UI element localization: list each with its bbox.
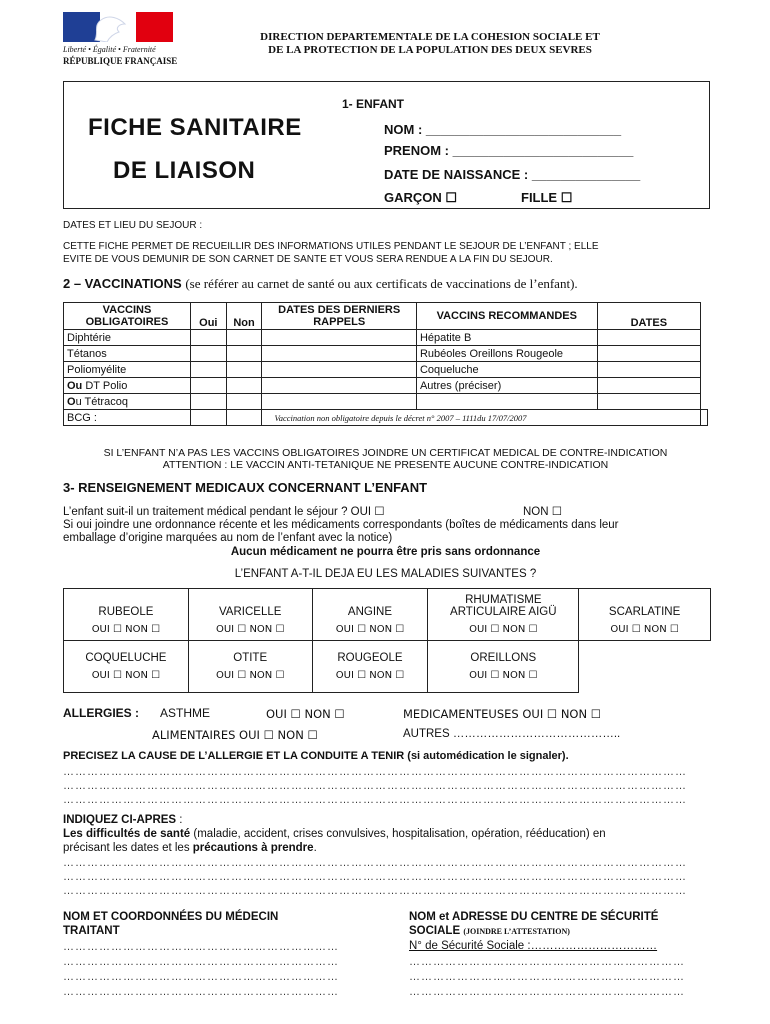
medecin-title-1: NOM ET COORDONNÉES DU MÉDECIN (63, 911, 279, 923)
rappel-cell[interactable] (262, 394, 417, 410)
vaccin-prefix: O (67, 395, 76, 408)
ordonnance-warning: Aucun médicament ne pourra être pris sans ordonnance (230, 546, 541, 558)
vaccinations-table (63, 302, 708, 426)
vaccin-name: u Tétracoq (75, 395, 128, 408)
maladies-row-2 (64, 641, 711, 693)
secu-attestation-note: (JOINDRE L’ATTESTATION) (463, 927, 570, 936)
vaccin-notice-2: ATTENTION : LE VACCIN ANTI-TETANIQUE NE PRESENTE AUCUNE CONTRE-INDICATION (162, 459, 609, 471)
maladie-name: OREILLONS (470, 652, 537, 664)
header-dates: DATES (597, 303, 700, 330)
oui-cell[interactable] (190, 394, 226, 410)
maladies-question: L’ENFANT A-T-IL DEJA EU LES MALADIES SUIVANTES ? (234, 568, 537, 580)
vaccin-notice-1: SI L’ENFANT N’A PAS LES VACCINS OBLIGATOIRES JOINDRE UN CERTIFICAT MEDICAL DE CONTRE-INDICATION (103, 447, 668, 459)
date-cell[interactable] (597, 378, 700, 394)
difficultes-label: Les difficultés de santé (63, 828, 191, 840)
rappel-cell[interactable] (262, 346, 417, 362)
oui-cell[interactable] (190, 410, 226, 426)
oui-cell[interactable] (190, 378, 226, 394)
rappel-cell[interactable] (262, 330, 417, 346)
date-cell[interactable] (597, 394, 700, 410)
medecin-line-1[interactable]: …………………………………………………………… (63, 941, 339, 953)
non-cell[interactable] (226, 394, 262, 410)
maladie-angine (312, 589, 428, 641)
sante-line-3[interactable]: ………………………………………………………………………………………………………………………………………… (63, 885, 687, 897)
maladie-name: COQUELUCHE (85, 652, 167, 664)
vaccin-obligatoire: Tétanos (64, 346, 191, 362)
oui-non-choice[interactable]: OUI ☐ NON ☐ (610, 624, 679, 635)
oui-non-choice[interactable]: OUI ☐ NON ☐ (335, 624, 405, 635)
date-naissance-field[interactable]: DATE DE NAISSANCE : _______________ (384, 167, 641, 182)
vaccin-obligatoire (64, 378, 191, 394)
vaccin-recommande: Hépatite B (416, 330, 597, 346)
asthme-label: ASTHME (160, 706, 211, 720)
allergie-line-2[interactable]: ………………………………………………………………………………………………………………………………………… (63, 780, 687, 792)
header-dates-rappels: DATES DES DERNIERS RAPPELS (262, 303, 417, 330)
vaccin-prefix: Ou (67, 379, 83, 392)
intro-line-1: CETTE FICHE PERMET DE RECUEILLIR DES INFORMATIONS UTILES PENDANT LE SEJOUR DE L’ENFANT ; ELLE (63, 241, 599, 252)
maladie-name: ANGINE (347, 606, 393, 618)
medecin-line-4[interactable]: …………………………………………………………… (63, 986, 339, 998)
indiquez-line-2 (63, 842, 317, 854)
vaccin-obligatoire: Poliomyélite (64, 362, 191, 378)
secu-number-field[interactable]: N° de Sécurité Sociale :…………………………… (409, 940, 658, 952)
table-row (64, 362, 708, 378)
date-cell[interactable] (597, 362, 700, 378)
secu-title-1: NOM et ADRESSE DU CENTRE DE SÉCURITÉ (409, 911, 659, 923)
non-cell[interactable] (226, 378, 262, 394)
indiquez-heading (63, 814, 182, 826)
vaccin-obligatoire: BCG : (64, 410, 191, 426)
vaccin-obligatoire (64, 394, 191, 410)
vaccin-recommande (416, 394, 597, 410)
nom-field[interactable]: NOM : ___________________________ (384, 122, 622, 137)
non-cell[interactable] (226, 362, 262, 378)
maladie-name: ROUGEOLE (337, 652, 403, 664)
medical-title: 3- RENSEIGNEMENT MEDICAUX CONCERNANT L’ENFANT (63, 480, 428, 495)
oui-non-choice[interactable]: OUI ☐ NON ☐ (469, 624, 538, 635)
oui-non-choice[interactable]: OUI ☐ NON ☐ (91, 624, 161, 635)
period: . (313, 842, 317, 854)
ordonnance-line-2: emballage d’origine marquées au nom de l’enfant avec la notice) (63, 532, 393, 544)
section-enfant: 1- ENFANT (342, 97, 405, 111)
maladie-name: RHUMATISME ARTICULAIRE AIGÜ (450, 594, 557, 618)
precautions-label: précautions à prendre (192, 842, 314, 854)
allergies-label: ALLERGIES : (63, 706, 140, 720)
table-row (64, 410, 708, 426)
indiquez-title: INDIQUEZ CI-APRES (63, 814, 177, 826)
maladie-rhumatisme (428, 589, 579, 641)
dates-sejour-label: DATES ET LIEU DU SEJOUR : (63, 220, 203, 231)
vaccin-recommande: Autres (préciser) (416, 378, 597, 394)
vaccinations-heading (63, 276, 578, 292)
header-vaccins-recommandes: VACCINS RECOMMANDES (416, 303, 597, 330)
maladie-name: SCARLATINE (608, 606, 681, 618)
ordonnance-line-1: Si oui joindre une ordonnance récente et les médicaments correspondants (boîtes de médicaments dans leur (63, 519, 619, 531)
maladie-name: RUBEOLE (98, 606, 154, 618)
table-row (64, 330, 708, 346)
oui-non-choice[interactable]: OUI ☐ NON ☐ (469, 670, 538, 681)
traitement-non[interactable]: NON ☐ (523, 506, 563, 518)
traitement-question[interactable]: L’enfant suit-il un traitement médical pendant le séjour ? OUI ☐ (63, 506, 385, 518)
sante-line-1[interactable]: ………………………………………………………………………………………………………………………………………… (63, 857, 687, 869)
oui-non-choice[interactable]: OUI ☐ NON ☐ (91, 670, 161, 681)
medecin-title-2: TRAITANT (63, 925, 120, 937)
secu-label: SOCIALE (409, 925, 461, 937)
secu-line-2[interactable]: …………………………………………………………… (409, 971, 685, 983)
header-oui: Oui (190, 303, 226, 330)
maladie-scarlatine (579, 589, 711, 641)
maladie-otite (188, 641, 312, 693)
vaccinations-subtitle: (se référer au carnet de santé ou aux certificats de vaccinations de l’enfant). (185, 276, 578, 291)
oui-non-choice[interactable]: OUI ☐ NON ☐ (215, 670, 285, 681)
medicamenteuses-choice[interactable]: MEDICAMENTEUSES OUI ☐ NON ☐ (403, 707, 602, 721)
oui-non-choice[interactable]: OUI ☐ NON ☐ (335, 670, 405, 681)
title-line-2: DE LIAISON (113, 157, 256, 184)
rappel-cell[interactable] (262, 362, 417, 378)
precisez-allergie: PRECISEZ LA CAUSE DE L’ALLERGIE ET LA CONDUITE A TENIR (si automédication le signaler). (63, 750, 569, 762)
secu-line-3[interactable]: …………………………………………………………… (409, 986, 685, 998)
non-cell[interactable] (226, 330, 262, 346)
allergie-line-3[interactable]: ………………………………………………………………………………………………………………………………………… (63, 794, 687, 806)
date-cell[interactable] (701, 410, 708, 426)
intro-line-2: EVITE DE VOUS DEMUNIR DE SON CARNET DE SANTE ET VOUS SERA RENDUE A LA FIN DU SEJOUR. (63, 254, 553, 265)
oui-non-choice[interactable]: OUI ☐ NON ☐ (215, 624, 285, 635)
medecin-line-2[interactable]: …………………………………………………………… (63, 956, 339, 968)
vaccinations-header-row (64, 303, 708, 330)
motto: Liberté • Égalité • Fraternité (63, 45, 156, 54)
direction-line-1: DIRECTION DEPARTEMENTALE DE LA COHESION SOCIALE ET (260, 31, 600, 43)
maladie-oreillons (428, 641, 579, 693)
maladie-coqueluche (64, 641, 189, 693)
maladie-rubeole (64, 589, 189, 641)
indiquez-colon: : (176, 814, 183, 826)
vaccinations-title: 2 – VACCINATIONS (63, 276, 182, 291)
secu-line-1[interactable]: …………………………………………………………… (409, 956, 685, 968)
vaccin-recommande: Coqueluche (416, 362, 597, 378)
maladie-rougeole (312, 641, 428, 693)
bcg-note: Vaccination non obligatoire depuis le décret n° 2007 – 1111du 17/07/2007 (262, 410, 701, 426)
maladie-varicelle (188, 589, 312, 641)
prenom-field[interactable]: PRENOM : _________________________ (384, 143, 634, 158)
sante-line-2[interactable]: ………………………………………………………………………………………………………………………………………… (63, 871, 687, 883)
medecin-line-3[interactable]: …………………………………………………………… (63, 971, 339, 983)
marianne-logo (63, 12, 173, 42)
vaccin-recommande: Rubéoles Oreillons Rougeole (416, 346, 597, 362)
direction-line-2: DE LA PROTECTION DE LA POPULATION DES DEUX SEVRES (268, 44, 592, 56)
vaccin-name: DT Polio (82, 379, 128, 392)
date-cell[interactable] (597, 330, 700, 346)
marianne-profile-icon (85, 14, 145, 42)
garcon-checkbox[interactable]: GARÇON ☐ (384, 190, 458, 205)
empty-cell (579, 641, 711, 693)
alimentaires-choice[interactable]: ALIMENTAIRES OUI ☐ NON ☐ (152, 728, 318, 742)
autres-field[interactable]: AUTRES …………………………………….. (403, 728, 621, 740)
oui-cell[interactable] (190, 346, 226, 362)
difficultes-text: (maladie, accident, crises convulsives, hospitalisation, opération, rééducation) en (190, 828, 606, 840)
maladies-row-1 (64, 589, 711, 641)
maladie-name: VARICELLE (218, 606, 282, 618)
table-row (64, 394, 708, 410)
allergie-line-1[interactable]: ………………………………………………………………………………………………………………………………………… (63, 766, 687, 778)
oui-cell[interactable] (190, 330, 226, 346)
maladies-table (63, 588, 711, 693)
header-vaccins-obligatoires: VACCINS OBLIGATOIRES (64, 303, 191, 330)
header-non: Non (226, 303, 262, 330)
date-cell[interactable] (597, 346, 700, 362)
rappel-cell[interactable] (262, 378, 417, 394)
precisant-text: précisant les dates et les (63, 842, 193, 854)
indiquez-line-1 (63, 828, 606, 840)
non-cell[interactable] (226, 346, 262, 362)
secu-title-2 (409, 925, 570, 937)
table-row (64, 378, 708, 394)
table-row (64, 346, 708, 362)
asthme-choice[interactable]: OUI ☐ NON ☐ (266, 707, 345, 721)
maladie-name: OTITE (233, 652, 268, 664)
vaccin-obligatoire: Diphtérie (64, 330, 191, 346)
republic-label: RÉPUBLIQUE FRANÇAISE (63, 56, 178, 66)
title-line-1: FICHE SANITAIRE (88, 114, 302, 141)
fille-checkbox[interactable]: FILLE ☐ (521, 190, 573, 205)
oui-cell[interactable] (190, 362, 226, 378)
non-cell[interactable] (226, 410, 262, 426)
